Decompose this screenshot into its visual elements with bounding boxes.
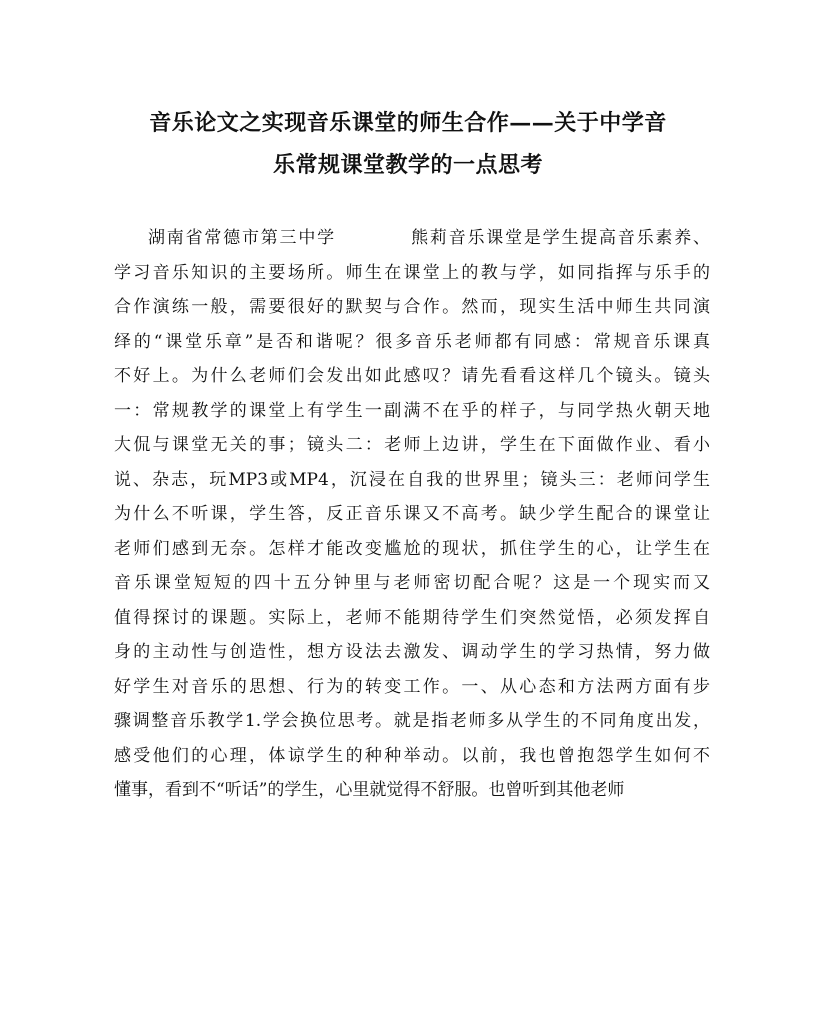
body-line: 绎的“课堂乐章”是否和谐呢？很多音乐老师都有同感：常规音乐课真 [114, 331, 710, 352]
body-line: 身的主动性与创造性，想方设法去激发、调动学生的学习热情，努力做 [114, 642, 710, 662]
body-line: 一：常规教学的课堂上有学生一副满不在乎的样子，与同学热火朝天地 [114, 400, 710, 421]
body-line: 合作演练一般，需要很好的默契与合作。然而，现实生活中师生共同演 [114, 297, 710, 317]
body-line: 感受他们的心理，体谅学生的种种举动。以前，我也曾抱怨学生如何不 [114, 745, 710, 766]
body-line: 学习音乐知识的主要场所。师生在课堂上的教与学，如同指挥与乐手的 [114, 262, 710, 283]
body-line: 好学生对音乐的思想、行为的转变工作。一、从心态和方法两方面有步 [114, 676, 710, 697]
body-line: 大侃与课堂无关的事；镜头二：老师上边讲，学生在下面做作业、看小 [114, 435, 710, 455]
document-body [114, 221, 710, 808]
body-line: 音乐课堂短短的四十五分钟里与老师密切配合呢？这是一个现实而又 [114, 573, 710, 593]
body-line: 懂事，看到不“听话”的学生，心里就觉得不舒服。也曾听到其他老师 [114, 780, 625, 800]
body-line: 不好上。为什么老师们会发出如此感叹？请先看看这样几个镜头。镜头 [114, 366, 710, 386]
body-line: 值得探讨的课题。实际上，老师不能期待学生们突然觉悟，必须发挥自 [114, 607, 710, 628]
body-line: 老师们感到无奈。怎样才能改变尴尬的现状，抓住学生的心，让学生在 [114, 538, 710, 559]
body-line: 湖南省常德市第三中学 熊莉音乐课堂是学生提高音乐素养、 [148, 228, 710, 248]
body-line: 骤调整音乐教学1.学会换位思考。就是指老师多从学生的不同角度出发， [114, 711, 710, 731]
title-line-2: 乐常规课堂教学的一点思考 [272, 152, 543, 178]
title-line-1: 音乐论文之实现音乐课堂的师生合作——关于中学音 [149, 110, 667, 136]
document-title [100, 102, 716, 186]
body-line: 说、杂志，玩MP3或MP4，沉浸在自我的世界里；镜头三：老师问学生 [114, 469, 710, 490]
body-line: 为什么不听课，学生答，反正音乐课又不高考。缺少学生配合的课堂让 [114, 504, 710, 524]
